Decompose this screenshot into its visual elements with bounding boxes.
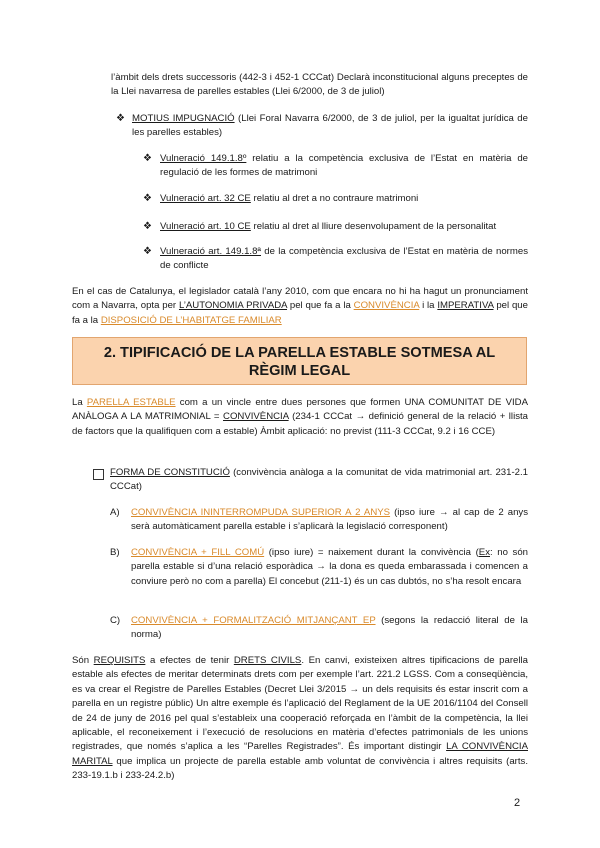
catalunya-paragraph: En el cas de Catalunya, el legislador català l’any 2010, com que encara no hi ha hagut un pronunciament com a Navarra, opta per L’AUTONOMIA PRIVADA pel que fa a la CONVIVÈNCIA i la IMPERATIVA pel que fa a la DISPOSICIÓ DE L’HABITATGE FAMILIAR xyxy=(72,286,528,326)
diamond-bullet-icon: ❖ xyxy=(143,221,152,232)
option-letter-c: C) xyxy=(110,615,121,626)
diamond-bullet-icon: ❖ xyxy=(143,246,152,257)
diamond-bullet-icon: ❖ xyxy=(143,153,152,164)
diamond-bullet-icon: ❖ xyxy=(143,193,152,204)
option-b: CONVIVÈNCIA + FILL COMÚ (ipso iure) = naixement durant la convivència (Ex: no són parella estable si d’una relació esporàdica → la dona es queda embarassada i comencen a conviure però no com a parella) El concebut (211-1) és un cas dubtós, no s’ha resolt encara xyxy=(131,547,529,587)
forma-paragraph: FORMA DE CONSTITUCIÓ (convivència anàloga a la comunitat de vida matrimonial art. 231-2.1 CCCat) xyxy=(110,467,528,493)
option-letter-b: B) xyxy=(110,547,120,558)
motius-item-3: Vulneració art. 10 CE relatiu al dret al lliure desenvolupament de la personalitat xyxy=(160,221,497,232)
section-heading: 2. TIPIFICACIÓ DE LA PARELLA ESTABLE SOTMESA AL RÈGIM LEGAL xyxy=(72,337,527,385)
diamond-bullet-icon: ❖ xyxy=(116,113,125,124)
intro-paragraph: l’àmbit dels drets successoris (442-3 i 452-1 CCCat) Declarà inconstitucional alguns preceptes de la Llei navarresa de parelles estables (Llei 6/2000, de 3 de juliol) xyxy=(111,72,528,98)
option-letter-a: A) xyxy=(110,507,120,518)
motius-item-1: Vulneració 149.1.8º relatiu a la competència exclusiva de l’Estat en matèria de regulació de les formes de matrimoni xyxy=(160,153,528,179)
definition-paragraph: La PARELLA ESTABLE com a un vincle entre dues persones que formen UNA COMUNITAT DE VIDA ANÀLOGA A LA MATRIMONIAL = CONVIVÈNCIA (234-1 CCCat → definició general de la relació + llista de factors que la qualifiquen com a estable) Àmbit aplicació: no previst (111-3 CCCat, 9.2 i 16 CCE) xyxy=(72,397,528,437)
motius-label: MOTIUS IMPUGNACIÓ xyxy=(132,113,235,124)
motius-paragraph: MOTIUS IMPUGNACIÓ (Llei Foral Navarra 6/2000, de 3 de juliol, per la igualtat jurídica de les parelles estables) xyxy=(132,113,528,139)
motius-item-2: Vulneració art. 32 CE relatiu al dret a no contraure matrimoni xyxy=(160,193,419,204)
option-a: CONVIVÈNCIA ININTERROMPUDA SUPERIOR A 2 ANYS (ipso iure → al cap de 2 anys serà automàticament parella estable i s’aplicarà la legislació corresponent) xyxy=(131,507,528,533)
final-paragraph: Són REQUISITS a efectes de tenir DRETS CIVILS. En canvi, existeixen altres tipificacions de parella estable als efectes de meritar determinats drets com per exemple l’art. 221.2 LGSS. Com a conseqüència, es va crear el Registre de Parelles Estables (Decret Llei 3/2015 → un dels requisits és estar inscrit com a parella en un registre públic) Un altre exemple és l’aplicació del Reglament de la UE 2016/1104 del Consell de 24 de juny de 2016 pel qual s’estableix una cooperació reforçada en l’àmbit de la competència, la llei aplicable, el reconeixement i l’execució de resolucions en matèria d’efectes patrimonials de les unions registrades, que només s’aplica a les “Parelles Registrades”. És important distingir LA CONVIVÈNCIA MARITAL que implica un projecte de parella estable amb voluntat de convivència i altres requisits (arts. 233-19.1.b i 233-24.2.b) xyxy=(72,655,528,782)
checkbox-icon xyxy=(93,469,104,480)
motius-item-4: Vulneració art. 149.1.8ª de la competència exclusiva de l’Estat en matèria de normes de conflicte xyxy=(160,246,528,272)
option-c: CONVIVÈNCIA + FORMALITZACIÓ MITJANÇANT EP (segons la redacció literal de la norma) xyxy=(131,615,528,641)
page-number: 2 xyxy=(514,797,521,809)
